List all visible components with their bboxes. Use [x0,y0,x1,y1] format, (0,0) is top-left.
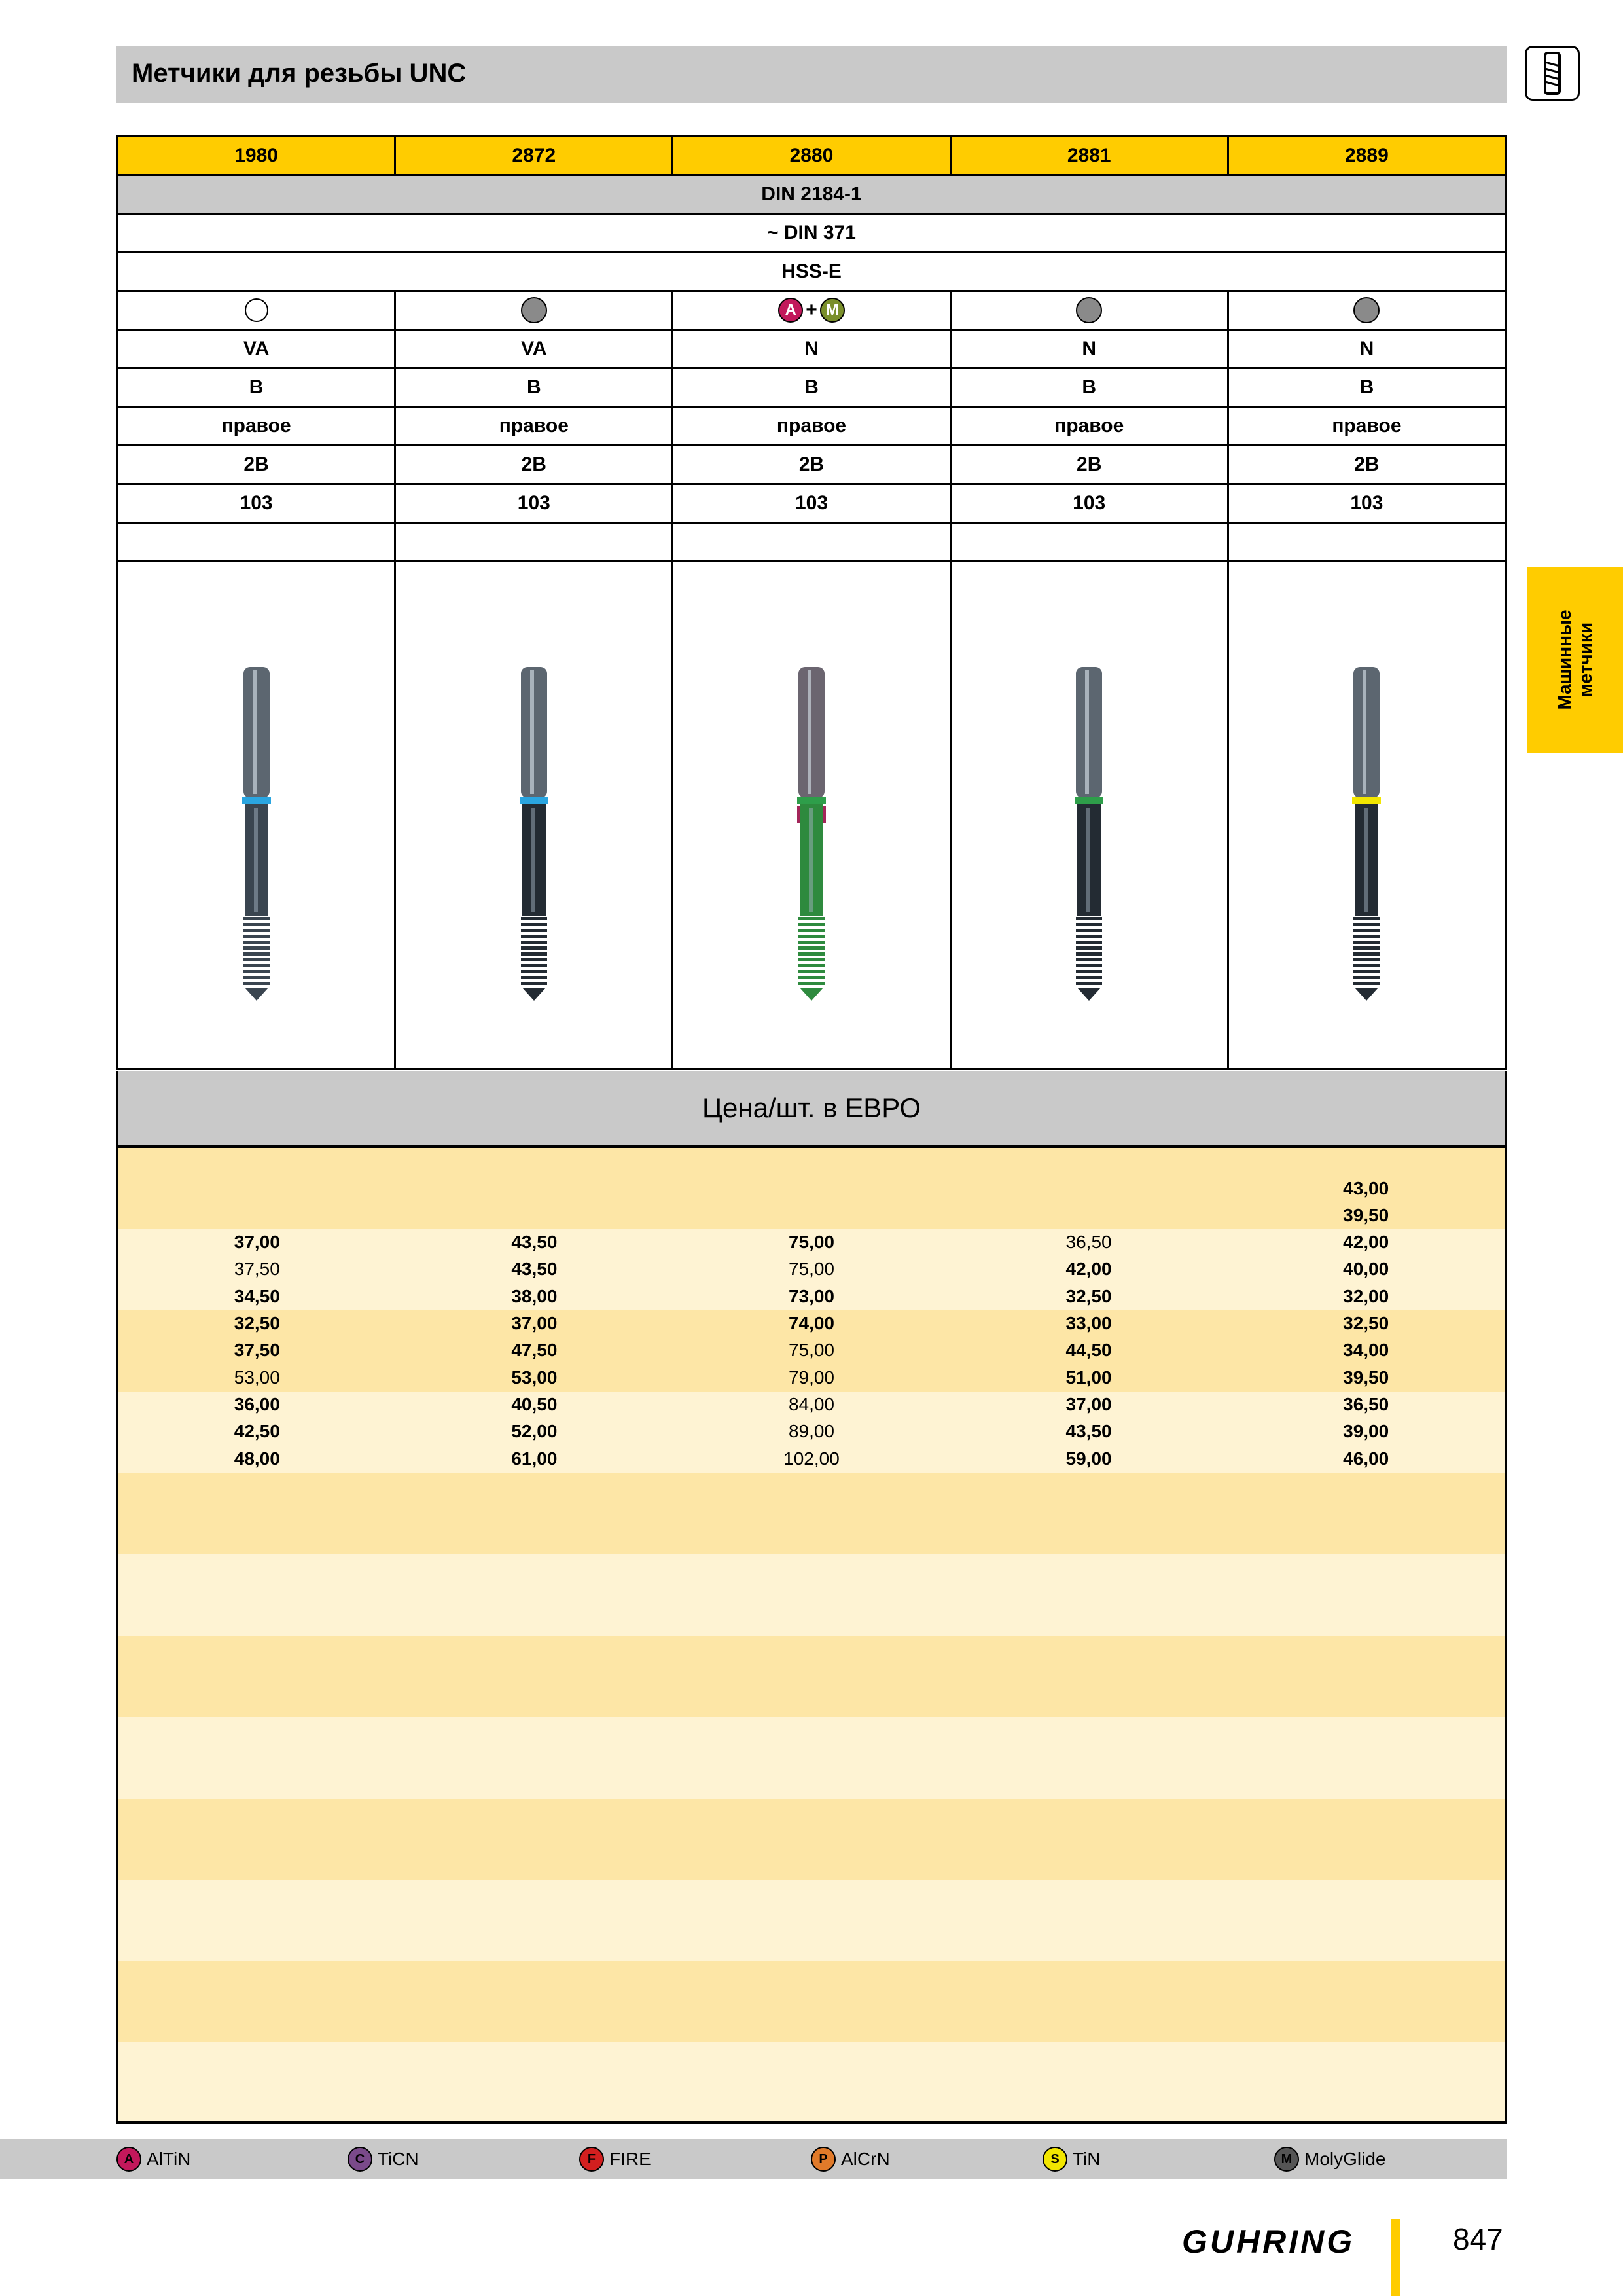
application: N [1359,338,1374,359]
thread-direction: правое [396,408,673,444]
price-cell[interactable]: 32,50 [234,1313,280,1333]
price-band [118,1880,1505,1961]
tap-image [230,660,283,1001]
price-table [116,1148,1507,2124]
price-cell [396,1175,673,1202]
thread-tolerance: 2B [396,446,673,483]
price-cell[interactable]: 43,50 [511,1259,558,1280]
legend-label: TiCN [378,2149,419,2169]
price-cell[interactable]: 40,00 [1343,1259,1389,1280]
price-row [118,1256,1505,1283]
price-cell [396,1202,673,1229]
chamfer-form: B [1359,376,1374,398]
tap-category-icon [1525,46,1580,101]
article-number: 1980 [118,137,396,174]
price-cell[interactable]: 38,00 [511,1285,558,1306]
footer-divider [1391,2219,1400,2296]
price-cell[interactable]: 42,00 [1343,1232,1389,1253]
chamfer-form: B [118,369,396,406]
thread-tolerance: 2B [673,446,951,483]
price-cell[interactable]: 75,00 [788,1232,835,1253]
price-cell [673,1202,950,1229]
tolerance-row [118,446,1505,485]
chamfer-form: B [396,369,673,406]
price-cell[interactable]: 44,50 [1065,1340,1112,1361]
page-reference[interactable]: 103 [118,485,396,522]
legend-label: TiN [1073,2149,1101,2169]
price-cell[interactable]: 36,00 [234,1393,280,1414]
price-cell[interactable]: 42,00 [1065,1259,1112,1280]
header-bar [116,46,1507,103]
uncoated-icon [245,298,268,322]
coating-row [118,292,1505,331]
direction-row [118,408,1505,446]
price-cell[interactable]: 53,00 [234,1367,280,1388]
thread-direction: правое [952,408,1229,444]
article-number: 2881 [952,137,1229,174]
price-band [118,1717,1505,1798]
price-cell[interactable]: 59,00 [1065,1448,1112,1469]
price-band [118,1961,1505,2042]
article-number: 2889 [1345,145,1389,166]
page-reference[interactable]: 103 [396,485,673,522]
coating-combo: A + M [778,298,845,323]
surface-treatment-icon [521,297,547,323]
article-number: 2872 [396,137,673,174]
price-cell[interactable]: 37,50 [234,1340,280,1361]
tool-material: HSS-E [781,260,842,282]
price-band [118,1554,1505,1636]
price-cell[interactable]: 36,50 [1065,1232,1112,1253]
price-cell [118,1202,396,1229]
price-band [118,2042,1505,2123]
tap-image [785,660,838,1001]
thread-tolerance: 2B [1354,454,1380,475]
tap-image [1340,660,1393,1001]
legend-label: AlTiN [147,2149,191,2169]
price-band [118,1799,1505,1880]
application: N [673,331,951,367]
coating-icon: C [348,2147,372,2172]
application: VA [118,331,396,367]
legend-item [348,2139,419,2179]
chamfer-form: B [673,369,951,406]
thread-direction: правое [118,408,396,444]
price-cell[interactable]: 47,50 [511,1340,558,1361]
price-cell[interactable]: 33,00 [1065,1313,1112,1333]
price-header: Цена/шт. в ЕВРО [116,1071,1507,1148]
price-row [118,1310,1505,1337]
legend-item [811,2139,890,2179]
price-cell[interactable]: 37,00 [1065,1393,1112,1414]
section-tab-label: Машинные метчики [1554,609,1596,710]
application-row [118,331,1505,369]
price-cell[interactable]: 89,00 [788,1421,835,1442]
standard-row [118,176,1505,215]
page-number: 847 [1453,2222,1503,2256]
price-cell[interactable]: 32,00 [1343,1285,1389,1306]
coating-icon: S [1043,2147,1067,2172]
legend-label: FIRE [609,2149,651,2169]
application: VA [396,331,673,367]
price-cell[interactable]: 34,00 [1343,1340,1389,1361]
price-cell[interactable]: 32,50 [1343,1313,1389,1333]
price-cell[interactable]: 37,50 [234,1259,280,1280]
price-cell[interactable]: 32,50 [1065,1285,1112,1306]
legend-item [579,2139,651,2179]
price-cell[interactable]: 52,00 [511,1421,558,1442]
price-cell[interactable]: 48,00 [234,1448,280,1469]
price-cell [118,1175,396,1202]
price-band [118,1473,1505,1554]
price-cell[interactable]: 75,00 [788,1259,835,1280]
section-tab[interactable] [1527,567,1623,753]
price-cell[interactable]: 43,00 [1343,1177,1389,1198]
application: N [952,331,1229,367]
price-row [118,1283,1505,1310]
altin-coating-icon: A [778,298,803,323]
empty-row [118,524,1505,562]
thread-direction: правое [1332,415,1402,437]
price-cell[interactable]: 42,50 [234,1421,280,1442]
price-band [118,1636,1505,1717]
article-number-row [118,137,1505,176]
page-reference[interactable]: 103 [1350,492,1383,514]
material-row [118,253,1505,292]
price-cell[interactable]: 43,50 [511,1232,558,1253]
price-row [118,1337,1505,1364]
page-reference[interactable]: 103 [673,485,951,522]
legend-item [1043,2139,1101,2179]
price-cell[interactable]: 74,00 [788,1313,835,1333]
price-cell[interactable]: 36,50 [1343,1393,1389,1414]
price-cell[interactable]: 61,00 [511,1448,558,1469]
price-cell[interactable]: 37,00 [511,1313,558,1333]
spec-table [116,135,1507,1070]
surface-treatment-icon [1076,297,1102,323]
page-title: Метчики для резьбы UNC [132,59,467,88]
price-cell[interactable]: 37,00 [234,1232,280,1253]
price-cell[interactable]: 39,00 [1343,1421,1389,1442]
price-cell [950,1175,1228,1202]
legend-label: AlCrN [841,2149,890,2169]
price-cell[interactable]: 40,50 [511,1393,558,1414]
price-row [118,1229,1505,1256]
price-cell[interactable]: 75,00 [788,1340,835,1361]
price-cell[interactable]: 39,50 [1343,1204,1389,1225]
molyglide-coating-icon: M [820,298,845,323]
price-cell[interactable]: 43,50 [1065,1421,1112,1442]
price-cell[interactable]: 79,00 [788,1367,835,1388]
brand-logo: GUHRING [1182,2223,1355,2260]
surface-treatment-icon [1353,297,1380,323]
price-row [118,1418,1505,1445]
standard-din: DIN 2184-1 [761,183,862,205]
price-cell [673,1175,950,1202]
price-cell[interactable]: 102,00 [783,1448,840,1469]
chamfer-form: B [952,369,1229,406]
legend-item [1274,2139,1385,2179]
coating-icon: P [811,2147,836,2172]
price-cell[interactable]: 51,00 [1065,1367,1112,1388]
price-cell[interactable]: 39,50 [1343,1367,1389,1388]
price-cell[interactable]: 34,50 [234,1285,280,1306]
thread-direction: правое [673,408,951,444]
price-row [118,1391,1505,1418]
form-row [118,369,1505,408]
price-row [118,1445,1505,1472]
legend-item [116,2139,190,2179]
price-row [118,1202,1505,1229]
similar-standard: ~ DIN 371 [767,222,856,243]
page-ref-row [118,485,1505,524]
similar-standard-row [118,215,1505,253]
price-row [118,1364,1505,1391]
price-cell[interactable]: 73,00 [788,1285,835,1306]
coating-legend [0,2139,1507,2179]
coating-icon: A [116,2147,141,2172]
price-cell [950,1202,1228,1229]
thread-tolerance: 2B [118,446,396,483]
tap-image [1063,660,1115,1001]
price-cell[interactable]: 84,00 [788,1393,835,1414]
tap-image [508,660,560,1001]
thread-tolerance: 2B [952,446,1229,483]
legend-label: MolyGlide [1304,2149,1386,2169]
page-reference[interactable]: 103 [952,485,1229,522]
price-row [118,1175,1505,1202]
tool-image-row [118,562,1505,1070]
price-cell[interactable]: 46,00 [1343,1448,1389,1469]
article-number: 2880 [673,137,951,174]
coating-icon: F [579,2147,604,2172]
price-cell[interactable]: 53,00 [511,1367,558,1388]
coating-icon: M [1274,2147,1299,2172]
